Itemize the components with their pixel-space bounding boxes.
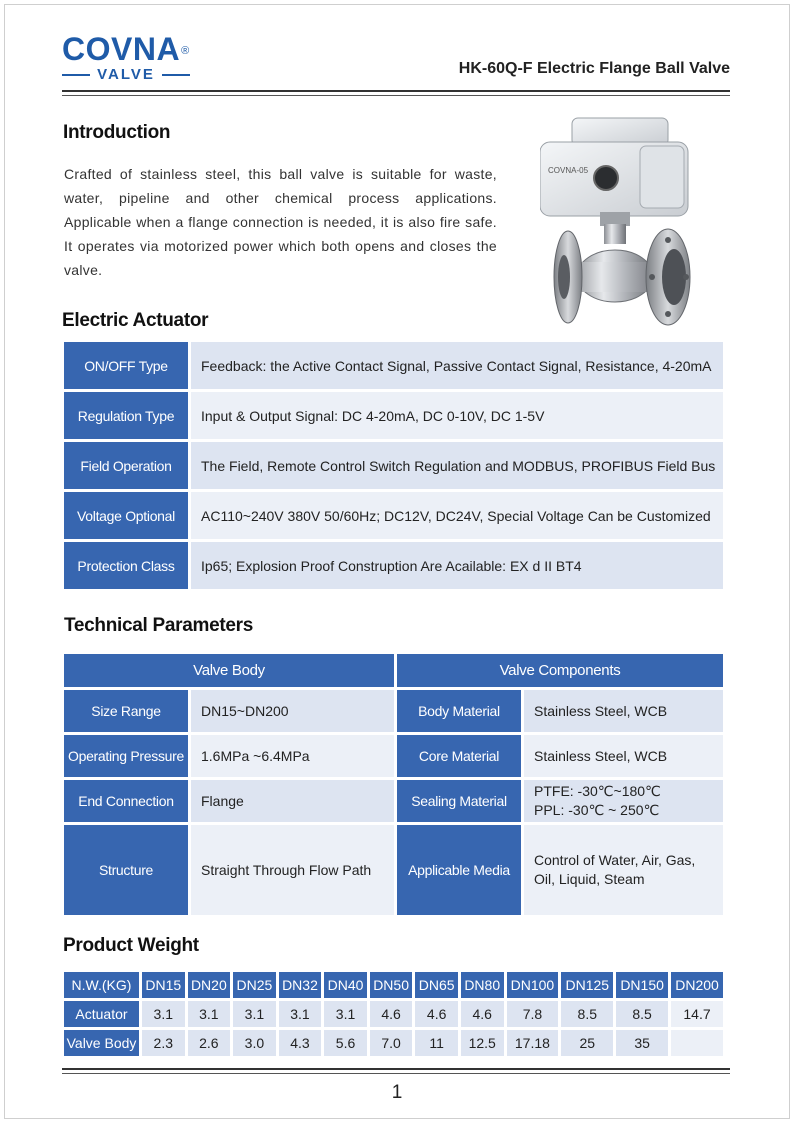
row-label: End Connection: [64, 780, 188, 822]
header-divider: [62, 90, 730, 92]
weight-cell: 14.7: [671, 1001, 723, 1027]
row-label: Structure: [64, 825, 188, 915]
row-label: Protection Class: [64, 542, 188, 589]
footer-divider: [62, 1068, 730, 1070]
size-header: DN25: [233, 972, 276, 998]
size-header: DN20: [188, 972, 231, 998]
row-label: ON/OFF Type: [64, 342, 188, 389]
row-label: Operating Pressure: [64, 735, 188, 777]
size-header: DN125: [561, 972, 613, 998]
media-line-1: Control of Water, Air, Gas,: [534, 852, 696, 868]
size-header: DN50: [370, 972, 413, 998]
row-value: [524, 780, 723, 822]
weight-cell: 8.5: [616, 1001, 668, 1027]
table-row: [64, 735, 723, 777]
valve-product-image: [540, 112, 720, 330]
weight-body-row: [64, 1030, 723, 1056]
row-value: The Field, Remote Control Switch Regulation and MODBUS, PROFIBUS Field Bus: [191, 442, 723, 489]
weight-cell: 3.1: [188, 1001, 231, 1027]
weight-header-row: [64, 972, 723, 998]
weight-cell: 7.0: [370, 1030, 413, 1056]
size-header: DN200: [671, 972, 723, 998]
col-header-valve-body: Valve Body: [64, 654, 394, 687]
row-label: Body Material: [397, 690, 521, 732]
actuator-table: [61, 339, 726, 592]
table-header-row: [64, 654, 723, 687]
size-header: DN80: [461, 972, 504, 998]
media-line-2: Oil, Liquid, Steam: [534, 871, 645, 887]
weight-cell: 12.5: [461, 1030, 504, 1056]
nw-header: N.W.(KG): [64, 972, 139, 998]
weight-heading: Product Weight: [63, 935, 199, 956]
weight-cell: 11: [415, 1030, 458, 1056]
tech-params-table: [61, 651, 726, 918]
weight-cell: 4.6: [370, 1001, 413, 1027]
weight-cell: 2.3: [142, 1030, 185, 1056]
logo-subtitle: VALVE: [62, 66, 190, 83]
row-label: Field Operation: [64, 442, 188, 489]
weight-cell: 3.1: [142, 1001, 185, 1027]
row-value: Stainless Steel, WCB: [524, 690, 723, 732]
weight-cell: [671, 1030, 723, 1056]
row-label: Applicable Media: [397, 825, 521, 915]
brand-logo: [62, 32, 204, 83]
weight-cell: 3.1: [324, 1001, 367, 1027]
weight-cell: 5.6: [324, 1030, 367, 1056]
footer-divider-thin: [62, 1073, 730, 1074]
size-header: DN100: [507, 972, 559, 998]
logo-wordmark: COVNA®: [62, 31, 190, 67]
actuator-label: COVNA-05: [548, 166, 589, 175]
size-header: DN32: [279, 972, 322, 998]
document-title: HK-60Q-F Electric Flange Ball Valve: [458, 60, 730, 77]
weight-cell: 4.3: [279, 1030, 322, 1056]
actuator-row-label: Actuator: [64, 1001, 139, 1027]
weight-cell: 4.6: [461, 1001, 504, 1027]
size-header: DN65: [415, 972, 458, 998]
body-row-label: Valve Body: [64, 1030, 139, 1056]
row-value: Stainless Steel, WCB: [524, 735, 723, 777]
tech-heading: Technical Parameters: [64, 615, 254, 636]
row-label: Sealing Material: [397, 780, 521, 822]
weight-table: [61, 969, 726, 1059]
row-value: Input & Output Signal: DC 4-20mA, DC 0-10V, DC 1-5V: [191, 392, 723, 439]
weight-actuator-row: [64, 1001, 723, 1027]
weight-cell: 2.6: [188, 1030, 231, 1056]
col-header-valve-components: Valve Components: [397, 654, 723, 687]
size-header: DN15: [142, 972, 185, 998]
table-row: [64, 492, 723, 539]
weight-cell: 3.1: [279, 1001, 322, 1027]
row-value: Ip65; Explosion Proof Construption Are Acailable: EX d II BT4: [191, 542, 723, 589]
weight-cell: 8.5: [561, 1001, 613, 1027]
header-divider-thin: [62, 95, 730, 96]
row-label: Size Range: [64, 690, 188, 732]
intro-heading: Introduction: [63, 122, 171, 143]
row-value: 1.6MPa ~6.4MPa: [191, 735, 394, 777]
weight-cell: 4.6: [415, 1001, 458, 1027]
size-header: DN150: [616, 972, 668, 998]
table-row: [64, 392, 723, 439]
row-label: Regulation Type: [64, 392, 188, 439]
weight-cell: 17.18: [507, 1030, 559, 1056]
row-label: Core Material: [397, 735, 521, 777]
size-header: DN40: [324, 972, 367, 998]
table-row: [64, 442, 723, 489]
sealing-ptfe: PTFE: -30℃~180℃: [534, 783, 661, 799]
row-value: Feedback: the Active Contact Signal, Passive Contact Signal, Resistance, 4-20mA: [191, 342, 723, 389]
row-value: Straight Through Flow Path: [191, 825, 394, 915]
weight-cell: 35: [616, 1030, 668, 1056]
row-value: DN15~DN200: [191, 690, 394, 732]
table-row: [64, 825, 723, 915]
weight-cell: 3.0: [233, 1030, 276, 1056]
row-value: AC110~240V 380V 50/60Hz; DC12V, DC24V, Special Voltage Can be Customized: [191, 492, 723, 539]
table-row: [64, 690, 723, 732]
row-value: [524, 825, 723, 915]
page-number: 1: [391, 1082, 403, 1103]
intro-paragraph: Crafted of stainless steel, this ball valve is suitable for waste, water, pipeline and other chemical process applications. Applicable when a flange connection is needed, it is also fire safe. It operates via motorized power which both opens and closes the valve.: [64, 166, 497, 278]
table-row: [64, 342, 723, 389]
table-row: [64, 780, 723, 822]
table-row: [64, 542, 723, 589]
sealing-ppl: PPL: -30℃ ~ 250℃: [534, 802, 660, 818]
weight-cell: 25: [561, 1030, 613, 1056]
actuator-heading: Electric Actuator: [62, 310, 209, 331]
weight-cell: 3.1: [233, 1001, 276, 1027]
weight-cell: 7.8: [507, 1001, 559, 1027]
row-label: Voltage Optional: [64, 492, 188, 539]
row-value: Flange: [191, 780, 394, 822]
